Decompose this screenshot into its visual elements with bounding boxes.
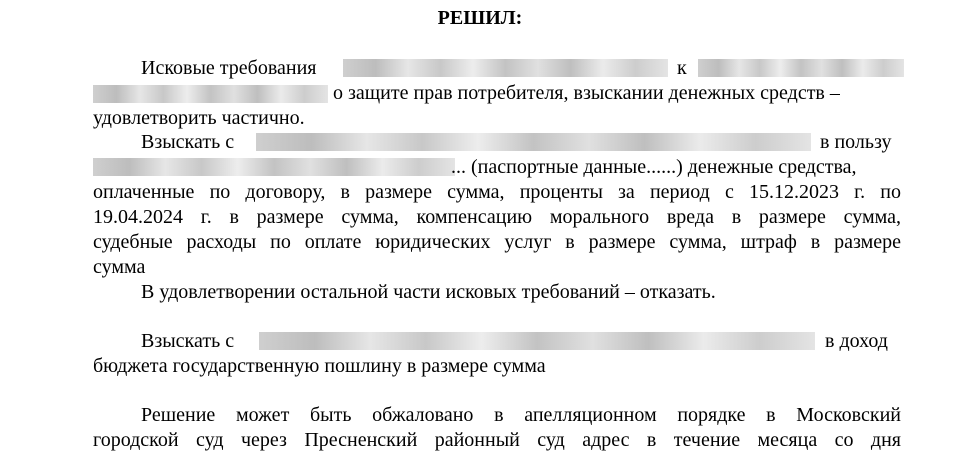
appeal-line-1: Решение может быть обжаловано в апелляционном порядке в Московский [141, 404, 901, 426]
redacted-duty-payer [259, 332, 815, 350]
recover-from-label: Взыскать с [141, 131, 235, 153]
redacted-creditor [93, 158, 455, 176]
duty-recover-label: Взыскать с [141, 330, 235, 352]
decision-heading: РЕШИЛ: [437, 7, 523, 29]
in-favor-label: в пользу [820, 131, 892, 153]
claim-text-k: к [677, 57, 687, 79]
state-duty-text: бюджета государственную пошлину в размере сумма [93, 355, 546, 377]
rejection-text: В удовлетворении остальной части исковых требований – отказать. [141, 281, 716, 303]
period-line: 19.04.2024 г. в размере сумма, компенсацию морального вреда в размере сумма, [93, 206, 901, 228]
costs-line: судебные расходы по оплате юридических услуг в размере сумма, штраф в размере [93, 231, 901, 253]
redacted-debtor [256, 133, 811, 151]
amount-word: сумма [93, 256, 146, 278]
appeal-line-2: городской суд через Пресненский районный суд адрес в течение месяца со дня [93, 429, 901, 451]
redacted-defendant-cont [93, 85, 328, 103]
passport-text: ... (паспортные данные......) денежные средства, [451, 156, 857, 178]
claim-subject: о защите прав потребителя, взыскании денежных средств – [333, 82, 840, 104]
redacted-defendant [698, 59, 904, 77]
redacted-plaintiff [343, 59, 668, 77]
income-label: в доход [825, 330, 888, 352]
payment-line: оплаченные по договору, в размере сумма, проценты за период с 15.12.2023 г. по [93, 181, 901, 203]
claim-result: удовлетворить частично. [93, 107, 305, 129]
claim-text-start: Исковые требования [141, 57, 317, 79]
